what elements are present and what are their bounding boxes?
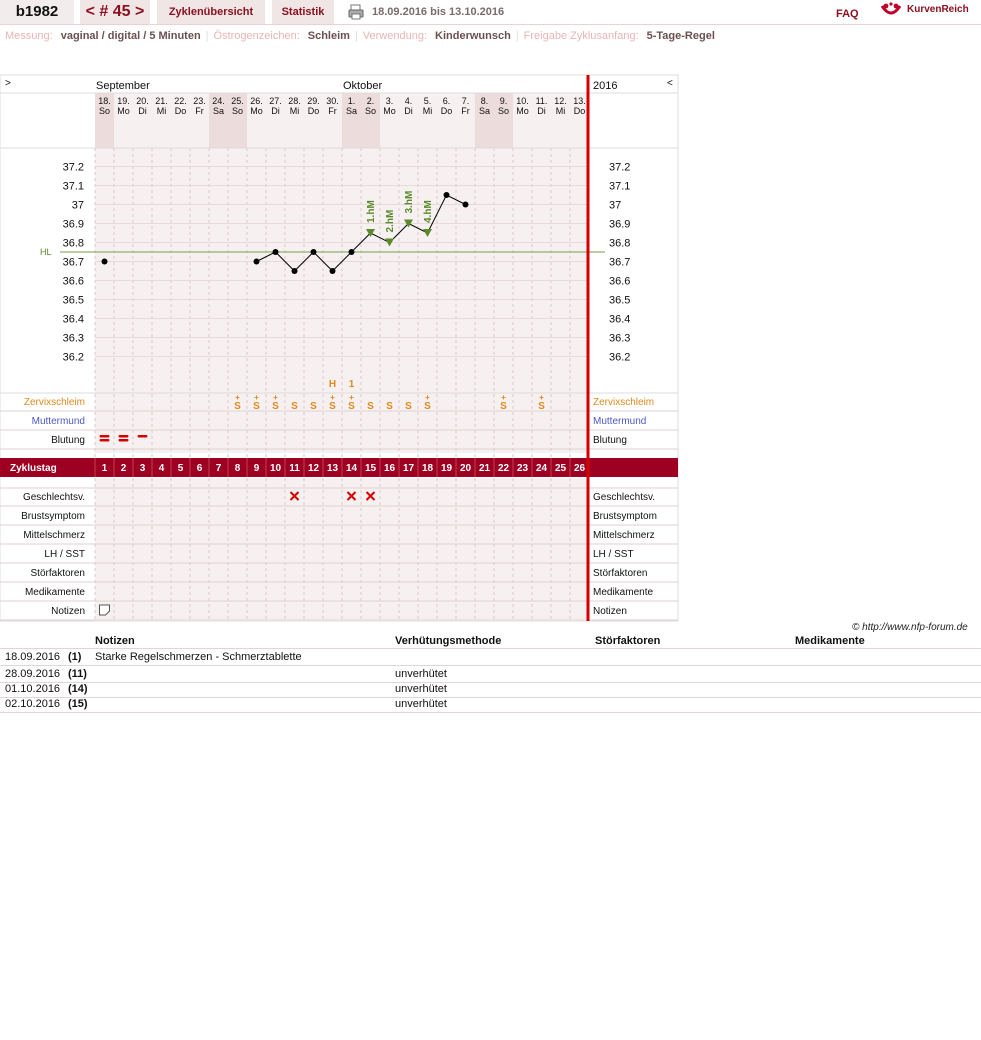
cycle-day-number: 20 (459, 463, 472, 474)
row-label-bleeding-right: Blutung (593, 435, 627, 446)
note-cycle-day: (11) (68, 668, 87, 680)
note-method: unverhütet (395, 668, 447, 680)
cycle-day-number: 10 (269, 463, 282, 474)
day-date: 11. (535, 96, 548, 106)
day-date: 28. (288, 96, 301, 106)
disturb-header: Störfaktoren (595, 635, 661, 647)
estrogen-label: Östrogenzeichen: (213, 30, 300, 42)
row-label-sex: Geschlechtsv. (22, 492, 85, 503)
y-tick-label: 36.3 (62, 332, 84, 345)
day-date: 26. (250, 96, 263, 106)
day-weekday: Fr (461, 106, 470, 116)
note-date: 28.09.2016 (5, 668, 61, 680)
day-date: 7. (461, 96, 470, 106)
cervix-mark: S (272, 401, 279, 412)
y-tick-label-right: 37 (609, 199, 622, 212)
row-label-notes: Notizen (51, 606, 85, 617)
note-method: unverhütet (395, 698, 447, 710)
day-date: 22. (174, 96, 187, 106)
day-weekday: Do (573, 106, 586, 116)
cycle-day-number: 7 (215, 463, 222, 474)
row-label-lh-right: LH / SST (593, 549, 634, 560)
row-label-mouth: Muttermund (31, 416, 85, 427)
cycle-day-number: 17 (402, 463, 415, 474)
row-label-lh: LH / SST (44, 549, 85, 560)
row-label-breast: Brustsymptom (21, 511, 85, 522)
cycle-day-number: 14 (345, 463, 358, 474)
kurvenreich-logo[interactable]: KurvenReich (907, 4, 969, 15)
note-date: 01.10.2016 (5, 683, 61, 695)
day-weekday: Di (138, 106, 147, 116)
y-tick-label-right: 36.8 (609, 237, 631, 250)
cervix-plus: + (330, 393, 335, 402)
day-weekday: Fr (328, 106, 337, 116)
nav-next-button[interactable]: < (667, 78, 673, 89)
month-september: September (96, 80, 150, 92)
row-label-cervix: Zervixschleim (23, 397, 85, 408)
day-weekday: Mi (555, 106, 566, 116)
temperature-point (349, 249, 355, 255)
cycle-day-number: 24 (535, 463, 548, 474)
cervix-plus: + (501, 393, 506, 402)
temperature-point (311, 249, 317, 255)
day-weekday: Di (404, 106, 413, 116)
cycle-day-label: Zyklustag (10, 463, 57, 474)
y-tick-label: 36.5 (62, 294, 84, 307)
cycle-day-number: 1 (101, 463, 108, 474)
method-header: Verhütungsmethode (395, 635, 502, 647)
note-cycle-day: (1) (68, 651, 82, 663)
nav-prev-button[interactable]: > (5, 78, 11, 89)
y-tick-label-right: 36.9 (609, 218, 631, 231)
bleeding-mark (138, 435, 148, 438)
cervix-mark: S (367, 401, 374, 412)
cycle-day-number: 15 (364, 463, 377, 474)
hl-label: HL (40, 247, 52, 257)
temperature-point (330, 268, 336, 274)
day-weekday: Mo (516, 106, 529, 116)
cervix-mark: S (253, 401, 260, 412)
cervix-plus: + (235, 393, 240, 402)
note-cycle-day: (14) (68, 683, 88, 695)
cycle-navigator[interactable]: < # 45 > (80, 0, 150, 24)
row-label-mouth-right: Muttermund (593, 416, 647, 427)
row-label-breast-right: Brustsymptom (593, 511, 657, 522)
bleeding-mark (119, 439, 129, 442)
row-label-bleeding: Blutung (51, 435, 85, 446)
temperature-point (292, 268, 298, 274)
y-tick-label: 36.8 (62, 237, 84, 250)
row-label-sex-right: Geschlechtsv. (593, 492, 656, 503)
note-date: 02.10.2016 (5, 698, 61, 710)
row-label-midpain: Mittelschmerz (23, 530, 85, 541)
y-tick-label-right: 36.7 (609, 256, 631, 269)
cycle-day-number: 25 (554, 463, 567, 474)
cycle-day-number: 9 (253, 463, 260, 474)
y-tick-label: 36.4 (62, 313, 84, 326)
measure-value: vaginal / digital / 5 Minuten (60, 30, 201, 42)
day-date: 13. (573, 96, 586, 106)
row-label-disturb: Störfaktoren (30, 568, 85, 579)
table-row (0, 650, 981, 666)
year-label: 2016 (593, 80, 618, 92)
day-date: 1. (347, 96, 356, 106)
day-date: 6. (442, 96, 451, 106)
day-date: 8. (480, 96, 489, 106)
y-tick-label-right: 36.3 (609, 332, 631, 345)
bleeding-mark (119, 435, 129, 438)
day-weekday: Mi (289, 106, 300, 116)
day-weekday: So (497, 106, 510, 116)
day-date: 29. (307, 96, 320, 106)
tab-statistics[interactable]: Statistik (272, 0, 334, 24)
cervix-mark: S (386, 401, 393, 412)
day-weekday: Di (537, 106, 546, 116)
cycle-day-number: 5 (177, 463, 184, 474)
peak-mark: 1 (348, 379, 355, 390)
cervix-mark: S (405, 401, 412, 412)
usage-label: Verwendung: (362, 30, 428, 42)
day-date: 10. (516, 96, 529, 106)
y-tick-label-right: 36.4 (609, 313, 631, 326)
cycle-day-number: 2 (120, 463, 127, 474)
estrogen-value: Schleim (307, 30, 350, 42)
username: b1982 (0, 0, 74, 24)
day-weekday: Mi (156, 106, 167, 116)
cervix-plus: + (349, 393, 354, 402)
cervix-plus: + (425, 393, 430, 402)
row-label-midpain-right: Mittelschmerz (593, 530, 655, 541)
cervix-plus: + (273, 393, 278, 402)
faq-link[interactable]: FAQ (836, 8, 859, 20)
y-tick-label: 37.2 (62, 161, 84, 174)
day-weekday: Sa (212, 106, 225, 116)
row-label-disturb-right: Störfaktoren (593, 568, 648, 579)
release-value: 5-Tage-Regel (646, 30, 715, 42)
cycle-day-number: 8 (234, 463, 241, 474)
y-tick-label-right: 36.2 (609, 351, 631, 364)
y-tick-label-right: 36.6 (609, 275, 631, 288)
cycle-day-number: 11 (289, 463, 300, 474)
y-tick-label-right: 37.1 (609, 180, 631, 193)
bleeding-mark (100, 439, 110, 442)
y-tick-label: 37 (71, 199, 84, 212)
day-weekday: So (98, 106, 111, 116)
notes-header: Notizen (95, 635, 135, 647)
info-row: Messung: vaginal / digital / 5 Minuten | Östrogenzeichen: Schleim | Verwendung: Kinderwunsch | Freigabe Zyklusanfang: 5-Tage-Regel (5, 30, 715, 42)
month-october: Oktober (343, 80, 383, 92)
day-date: 21. (155, 96, 168, 106)
temperature-point (463, 202, 469, 208)
cycle-day-number: 21 (478, 463, 491, 474)
day-date: 25. (231, 96, 244, 106)
y-tick-label: 36.7 (62, 256, 84, 269)
day-weekday: Di (271, 106, 280, 116)
cycle-day-number: 3 (139, 463, 146, 474)
hm-label: 2.hM (385, 209, 396, 233)
cervix-mark: S (329, 401, 336, 412)
copyright: © http://www.nfp-forum.de (852, 622, 968, 633)
day-weekday: Mi (422, 106, 433, 116)
bleeding-mark (100, 435, 110, 438)
day-weekday: Mo (383, 106, 396, 116)
temperature-point (102, 259, 108, 265)
cervix-mark: S (234, 401, 241, 412)
day-weekday: So (364, 106, 377, 116)
hm-label: 4.hM (423, 200, 434, 223)
cycle-day-number: 26 (573, 463, 586, 474)
day-weekday: Sa (478, 106, 491, 116)
cycle-day-number: 16 (383, 463, 396, 474)
day-date: 24. (212, 96, 225, 106)
cycle-day-number: 13 (326, 463, 339, 474)
note-date: 18.09.2016 (5, 651, 61, 663)
day-date: 18. (98, 96, 111, 106)
cycle-day-number: 23 (516, 463, 529, 474)
row-label-notes-right: Notizen (593, 606, 627, 617)
hm-label: 3.hM (404, 190, 415, 214)
table-row (0, 697, 981, 713)
cervix-mark: S (424, 401, 431, 412)
day-weekday: Do (174, 106, 187, 116)
day-date: 19. (117, 96, 130, 106)
release-label: Freigabe Zyklusanfang: (523, 30, 639, 42)
day-date: 12. (554, 96, 567, 106)
y-tick-label-right: 36.5 (609, 294, 631, 307)
cycle-day-number: 18 (421, 463, 434, 474)
y-tick-label-right: 37.2 (609, 161, 631, 174)
usage-value: Kinderwunsch (435, 30, 511, 42)
cycle-day-number: 19 (440, 463, 453, 474)
meds-header: Medikamente (795, 635, 865, 647)
day-weekday: Mo (117, 106, 130, 116)
y-tick-label: 36.6 (62, 275, 84, 288)
cervix-mark: S (538, 401, 545, 412)
cycle-day-number: 4 (158, 463, 165, 474)
day-weekday: Mo (250, 106, 263, 116)
day-date: 23. (193, 96, 206, 106)
cervix-mark: S (348, 401, 355, 412)
y-tick-label: 36.9 (62, 218, 84, 231)
tab-cycle-overview[interactable]: Zyklenübersicht (157, 0, 265, 24)
temperature-point (444, 192, 450, 198)
row-label-cervix-right: Zervixschleim (593, 397, 655, 408)
row-label-meds: Medikamente (24, 587, 85, 598)
table-row (0, 667, 981, 683)
day-date: 20. (136, 96, 149, 106)
table-row (0, 682, 981, 698)
temperature-point (273, 249, 279, 255)
cycle-day-number: 22 (497, 463, 510, 474)
day-weekday: Sa (345, 106, 358, 116)
hm-label: 1.hM (366, 200, 377, 223)
day-date: 4. (404, 96, 413, 106)
cycle-day-number: 6 (196, 463, 203, 474)
y-tick-label: 37.1 (62, 180, 84, 193)
date-range: 18.09.2016 bis 13.10.2016 (372, 6, 505, 18)
day-weekday: So (231, 106, 244, 116)
day-weekday: Do (307, 106, 320, 116)
day-date: 9. (499, 96, 508, 106)
day-date: 5. (423, 96, 432, 106)
day-date: 3. (385, 96, 394, 106)
peak-mark: H (328, 379, 337, 390)
cervix-mark: S (310, 401, 317, 412)
cervix-mark: S (291, 401, 298, 412)
cervix-plus: + (254, 393, 259, 402)
day-date: 30. (326, 96, 339, 106)
day-date: 2. (366, 96, 375, 106)
day-date: 27. (269, 96, 282, 106)
row-label-meds-right: Medikamente (593, 587, 654, 598)
note-text: Starke Regelschmerzen - Schmerztablette (95, 651, 302, 663)
cervix-mark: S (500, 401, 507, 412)
temperature-point (254, 259, 260, 265)
cervix-plus: + (539, 393, 544, 402)
note-method: unverhütet (395, 683, 447, 695)
day-weekday: Fr (195, 106, 204, 116)
measure-label: Messung: (5, 30, 53, 42)
note-cycle-day: (15) (68, 698, 88, 710)
y-tick-label: 36.2 (62, 351, 84, 364)
day-weekday: Do (440, 106, 453, 116)
cycle-day-number: 12 (307, 463, 320, 474)
